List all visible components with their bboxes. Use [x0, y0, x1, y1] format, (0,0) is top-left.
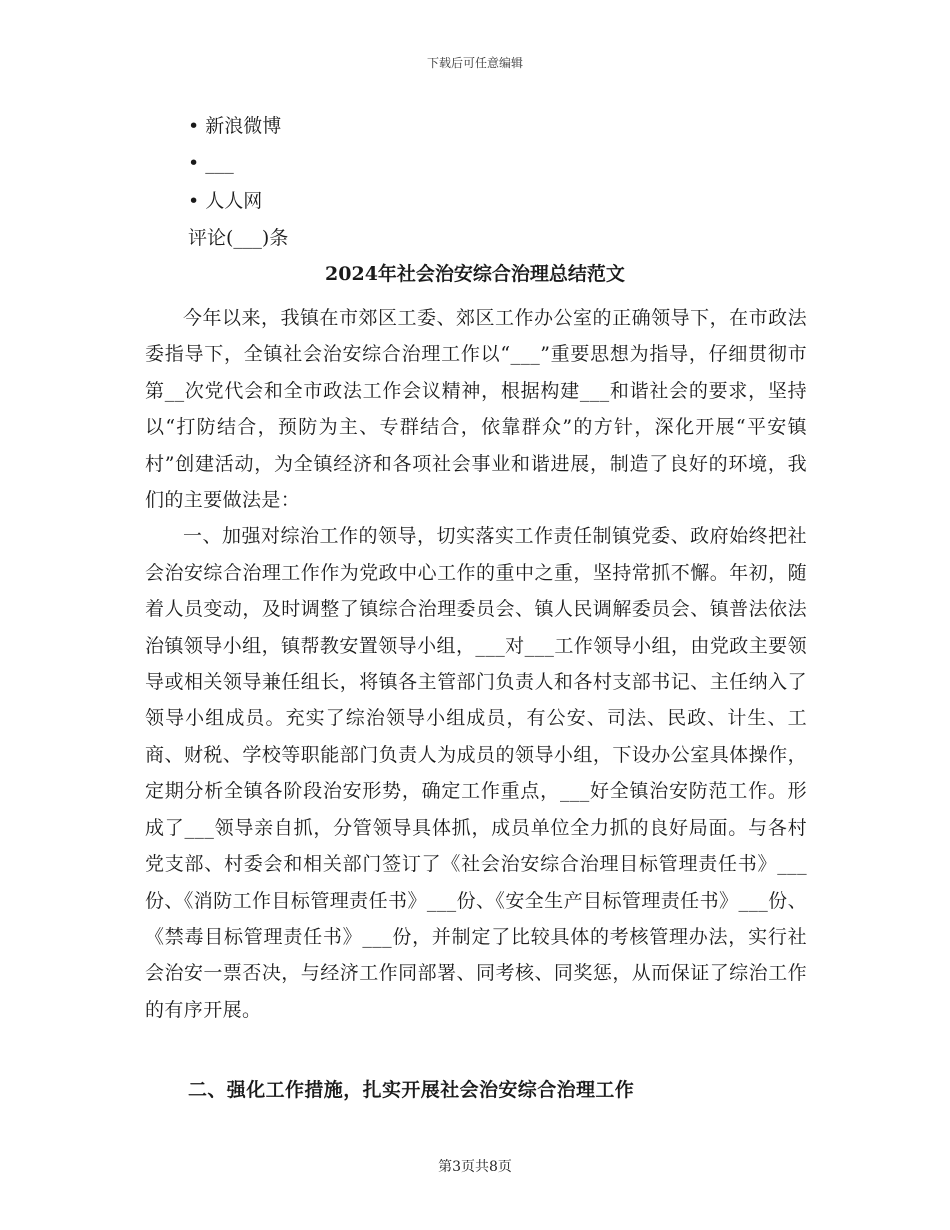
comment-count[interactable]: 评论(___)条 [188, 227, 289, 249]
share-item-blank[interactable]: • ___ [188, 152, 234, 174]
paragraph-intro: 今年以来，我镇在市郊区工委、郊区工作办公室的正确领导下，在市政法委指导下，全镇社会治安综合治理工作以“___”重要思想为指导，仔细贯彻市第__次党代会和全市政法工作会议精神，根据构建___和谐社会的要求，坚持以“打防结合，预防为主、专群结合，依靠群众”的方针，深化开展“平安镇村”创建活动，为全镇经济和各项社会事业和谐进展，制造了良好的环境，我们的主要做法是： [145, 307, 807, 512]
paragraph-section-one: 一、加强对综治工作的领导，切实落实工作责任制镇党委、政府始终把社会治安综合治理工作作为党政中心工作的重中之重，坚持常抓不懈。年初，随着人员变动，及时调整了镇综合治理委员会、镇人民调解委员会、镇普法依法治镇领导小组，镇帮教安置领导小组，___对___工作领导小组，由党政主要领导或相关领导兼任组长，将镇各主管部门负责人和各村支部书记、主任纳入了领导小组成员。充实了综治领导小组成员，有公安、司法、民政、计生、工商、财税、学校等职能部门负责人为成员的领导小组，下设办公室具体操作，定期分析全镇各阶段治安形势，确定工作重点，___好全镇治安防范工作。形成了___领导亲自抓，分管领导具体抓，成员单位全力抓的良好局面。与各村党支部、村委会和相关部门签订了《社会治安综合治理目标管理责任书》___份、《消防工作目标管理责任书》___份、《安全生产目标管理责任书》___份、《禁毒目标管理责任书》___份，并制定了比较具体的考核管理办法，实行社会治安一票否决，与经济工作同部署、同考核、同奖惩，从而保证了综治工作的有序开展。 [145, 525, 807, 1021]
document-body [145, 300, 807, 1028]
share-item-weibo[interactable]: • 新浪微博 [188, 115, 282, 137]
share-item-renren[interactable]: • 人人网 [188, 190, 263, 212]
page-header-note: 下载后可任意编辑 [426, 56, 523, 70]
page-indicator: 第3页共8页 [438, 1159, 512, 1175]
document-title: 2024年社会治安综合治理总结范文 [325, 263, 625, 285]
section-heading-two: 二、强化工作措施，扎实开展社会治安综合治理工作 [188, 1079, 635, 1101]
